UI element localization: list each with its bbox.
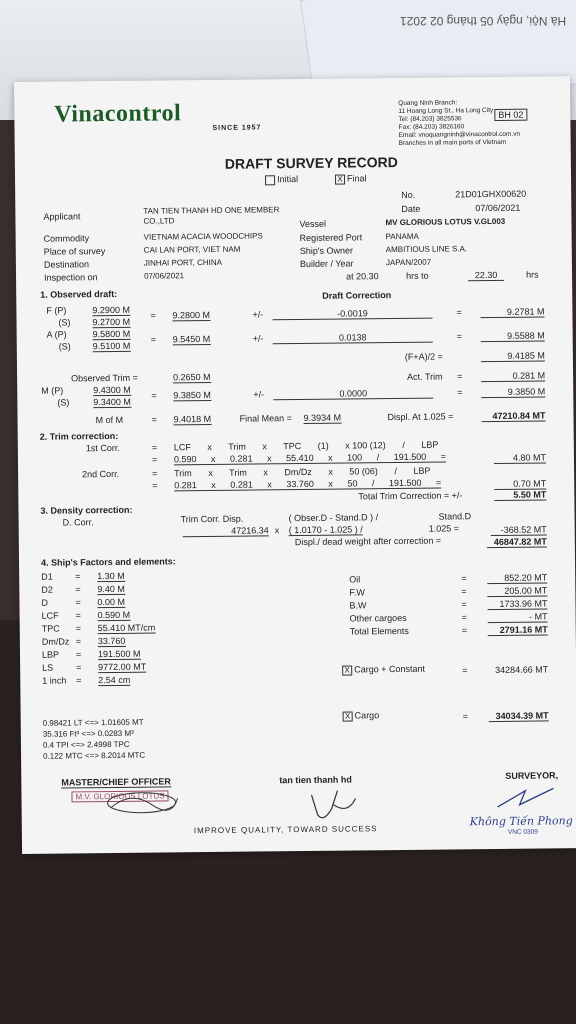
mid-mean: 9.3850 M: [173, 389, 211, 401]
branch-line: 11 Hoang Long St., Ha Long City: [398, 106, 494, 115]
fs-label: (S): [58, 317, 71, 328]
fs-value: 9.2700 M: [92, 316, 131, 328]
standard-density: 1.025: [329, 524, 353, 535]
element-label: F.W: [349, 587, 365, 598]
forward-mean: 9.2800 M: [172, 309, 211, 321]
cargo-checkbox: X: [343, 711, 353, 721]
formula-term: Trim: [228, 441, 246, 452]
factor-value: 9.40 M: [97, 583, 125, 595]
branch-line: Tel: (84.203) 3825536: [398, 115, 462, 123]
factor-value: 1.30 M: [97, 570, 125, 582]
initial-option: [265, 174, 298, 185]
fa2-label: (F+A)/2 =: [404, 351, 443, 362]
initial-label: Initial: [276, 174, 299, 185]
formula-term: LCF: [173, 442, 191, 453]
formula-term: Dm/Dz: [284, 466, 312, 478]
factor-key: LS: [42, 662, 54, 673]
inspection-value: 07/06/2021: [143, 271, 185, 281]
ap-value: 9.5800 M: [92, 328, 131, 340]
factor-value: 0.00 M: [97, 596, 126, 608]
formula-value: 191.500: [388, 477, 422, 489]
formula-term: x: [207, 441, 212, 452]
as-label: (S): [58, 341, 71, 352]
formula-value: 33.760: [286, 478, 314, 490]
equals: =: [462, 711, 468, 722]
formula-term: x: [328, 466, 333, 477]
factor-value: 55.410 MT/cm: [97, 622, 156, 634]
equals: =: [457, 371, 463, 382]
ship-stamp: M.V. GLORIOUS LOTUS: [71, 790, 168, 802]
as-value: 9.5100 M: [92, 340, 131, 352]
equals: =: [151, 454, 158, 465]
master-officer-label: MASTER/CHIEF OFFICER: [61, 776, 171, 788]
formula-term: x: [262, 441, 267, 452]
equals: =: [150, 310, 156, 321]
formula-term: /: [402, 439, 405, 450]
equals: =: [75, 571, 81, 582]
act-trim-label: Act. Trim: [407, 371, 443, 382]
mom-value: 9.4018 M: [173, 413, 212, 425]
equals: =: [151, 390, 157, 401]
equals: =: [461, 573, 467, 584]
formula-value: 0.281: [174, 480, 197, 491]
ship-factors-title: 4. Ship's Factors and elements:: [40, 556, 176, 568]
element-value: 2791.16 MT: [488, 624, 548, 636]
forward-result: 9.2781 M: [480, 306, 544, 318]
formula-term: Trim: [229, 467, 247, 478]
factor-key: 1 inch: [42, 675, 67, 686]
observed-trim-label: Observed Trim =: [71, 372, 138, 384]
commodity-value: VIETNAM ACACIA WOODCHIPS: [143, 231, 263, 242]
factor-key: LBP: [41, 649, 60, 660]
equals: =: [75, 623, 82, 634]
formula-term: x: [208, 467, 213, 478]
density-correction-title: 3. Density correction:: [40, 504, 133, 516]
port-value: PANAMA: [385, 231, 419, 242]
mp-value: 9.4300 M: [93, 384, 131, 396]
middle-signatory: tan tien thanh hd: [279, 774, 352, 786]
fp-label: F (P): [46, 305, 67, 316]
equals: =: [456, 307, 462, 318]
surveyor-name: Không Tiến Phong: [469, 814, 573, 829]
element-label: Oil: [349, 574, 361, 585]
formula-value: x: [328, 452, 333, 463]
formula-value: x: [328, 478, 333, 489]
element-label: Other cargoes: [349, 612, 407, 624]
formula-value: =: [435, 477, 442, 488]
final-mean-label: Final Mean =: [239, 413, 292, 424]
factor-key: LCF: [41, 610, 59, 621]
hrs-label: hrs: [525, 269, 539, 280]
place-label: Place of survey: [43, 246, 106, 257]
displ-label: Displ. At 1.025 =: [387, 411, 454, 423]
factor-value: 9772.00 MT: [98, 661, 147, 673]
cargo-value: 34034.39 MT: [489, 710, 549, 722]
equals: =: [76, 662, 82, 673]
after-correction-label: Displ./ dead weight after correction =: [294, 535, 442, 548]
corr1-values: [174, 451, 446, 465]
first-corr-label: 1st Corr.: [85, 442, 120, 454]
act-trim-value: 0.281 M: [481, 370, 545, 382]
mid-result: 9.3850 M: [481, 386, 545, 398]
observed-trim-value: 0.2650 M: [173, 371, 211, 383]
builder-value: JAPAN/2007: [385, 257, 432, 268]
standard-density-label: Stand.D: [438, 511, 472, 522]
formula-value: x: [267, 453, 272, 464]
density-formula-label: ( Obser.D - Stand.D ) /: [288, 512, 379, 524]
inspection-label: Inspection on: [43, 272, 98, 283]
formula-value: /: [371, 478, 375, 489]
officer-signature: [101, 788, 181, 817]
density-correction-value: -368.52 MT: [491, 524, 547, 536]
since-label: SINCE 1957: [212, 124, 262, 132]
multiply-sign: x: [274, 525, 280, 536]
equals: =: [152, 468, 158, 479]
element-label: Total Elements: [349, 625, 409, 637]
cargo-constant-checkbox: X: [342, 665, 352, 675]
initial-checkbox: [265, 175, 275, 185]
date-label: Date: [401, 203, 421, 214]
equals: =: [462, 665, 468, 676]
trim-corr-disp-value: 47216.34: [183, 525, 269, 537]
vessel-label: Vessel: [299, 218, 327, 230]
applicant-value: TAN TIEN THANH HD ONE MEMBER CO.,LTD: [143, 205, 280, 226]
cargo-constant-value: 34284.66 MT: [495, 664, 549, 675]
element-label: B.W: [349, 600, 367, 611]
equals: =: [151, 414, 157, 425]
end-time: 22.30: [468, 270, 504, 281]
branch-info: [398, 99, 520, 148]
equals: =: [461, 586, 467, 597]
formula-term: 50 (06): [349, 466, 378, 477]
after-correction-value: 46847.82 MT: [487, 536, 547, 548]
port-label: Registered Port: [299, 232, 363, 244]
formula-value: 55.410: [286, 452, 314, 464]
formula-term: x: [263, 467, 268, 478]
no-label: No.: [401, 189, 416, 200]
equals: =: [76, 675, 82, 686]
formula-value: 0.281: [230, 479, 253, 490]
corr2-values: [174, 478, 441, 492]
equals: =: [75, 584, 81, 595]
formula-value: 50: [347, 478, 358, 489]
branch-line: Email: vnoquangninh@vinacontrol.com.vn: [398, 130, 521, 139]
conversion-line: 0.122 MTC <=> 8.2014 MTC: [43, 750, 146, 761]
builder-label: Builder / Year: [299, 258, 354, 270]
final-mean-value: 9.3934 M: [303, 412, 342, 423]
factor-value: 191.500 M: [97, 648, 141, 660]
branch-line: Fax: (84.203) 3826160: [398, 123, 465, 131]
standard-density-value: 1.025 =: [428, 523, 460, 534]
final-checkbox: X: [335, 174, 345, 184]
corr1-result: 4.80 MT: [494, 452, 546, 464]
form-number: BH 02: [494, 109, 527, 121]
place-value: CAI LAN PORT, VIET NAM: [143, 244, 241, 255]
corr2-result: 0.70 MT: [494, 478, 546, 490]
commodity-label: Commodity: [43, 233, 90, 244]
conversion-line: 35.316 Ft³ <=> 0.0283 M³: [42, 728, 134, 739]
equals: =: [150, 334, 157, 345]
formula-value: x: [210, 453, 216, 464]
d-corr-label: D. Corr.: [62, 517, 94, 528]
applicant-label: Applicant: [43, 211, 81, 222]
equals: =: [75, 610, 81, 621]
factor-key: D2: [41, 584, 53, 595]
mom-label: M of M: [95, 414, 124, 426]
equals: =: [457, 387, 463, 398]
formula-term: Trim: [174, 468, 192, 479]
trim-correction-title: 2. Trim correction:: [39, 430, 119, 442]
equals: =: [456, 331, 463, 342]
branch-line: Branches in all main ports of Vietnam: [398, 138, 507, 147]
aft-result: 9.5588 M: [481, 330, 545, 342]
factor-value: 33.760: [97, 635, 126, 647]
formula-value: 0.590: [173, 454, 197, 465]
ms-value: 9.3400 M: [93, 396, 131, 408]
aft-mean: 9.5450 M: [172, 333, 211, 345]
forward-correction: -0.0019: [272, 308, 432, 321]
factor-key: Dm/Dz: [41, 636, 70, 647]
aft-correction: 0.0138: [273, 332, 433, 345]
formula-term: TPC (1): [283, 440, 329, 452]
underlying-document-text: Hà Nội, ngày 05 tháng 02 2021: [400, 14, 567, 28]
formula-term: LBP: [421, 439, 439, 450]
factor-value: 2.54 cm: [98, 674, 131, 686]
trim-corr-disp-label: Trim Corr. Disp.: [180, 513, 244, 525]
element-value: 1733.96 MT: [487, 598, 547, 610]
surveyor-label: SURVEYOR,: [505, 770, 559, 781]
mp-label: M (P): [41, 385, 64, 396]
draft-correction-title: Draft Correction: [322, 290, 392, 301]
formula-value: 0.281: [229, 453, 253, 464]
factor-key: D: [41, 597, 49, 608]
observed-draft-title: 1. Observed draft:: [40, 288, 118, 300]
vessel-value: MV GLORIOUS LOTUS V.GL003: [385, 216, 506, 228]
factor-value: 0.590 M: [97, 609, 131, 621]
total-trim-value: 5.50 MT: [494, 489, 546, 501]
formula-term: /: [394, 466, 397, 477]
factor-key: TPC: [41, 623, 60, 634]
formula-value: /: [376, 452, 380, 463]
cargo-row: [343, 710, 380, 721]
equals: =: [75, 649, 82, 660]
final-label: Final: [346, 173, 367, 184]
formula-value: 100: [347, 452, 363, 463]
ap-label: A (P): [46, 329, 67, 340]
total-trim-label: Total Trim Correction = +/-: [358, 490, 463, 502]
density-formula-values: ( 1.0170 - 1.025 ) /: [288, 524, 363, 536]
factor-key: D1: [41, 571, 53, 582]
cargo-constant-label: Cargo + Constant: [354, 663, 426, 675]
conversion-line: 0.4 TPI <=> 2.4998 TPC: [42, 739, 130, 750]
destination-value: JINHAI PORT, CHINA: [143, 257, 223, 268]
formula-value: x: [211, 479, 216, 490]
formula-value: 191.500: [393, 451, 427, 463]
cargo-label: Cargo: [354, 710, 380, 721]
corr2-formula: [174, 466, 430, 479]
corr1-formula: [174, 440, 439, 453]
cargo-constant-row: [342, 664, 425, 675]
observed-density: 1.0170: [294, 524, 322, 536]
equals: =: [461, 625, 468, 636]
vinacontrol-logo: Vinacontrol: [54, 100, 182, 128]
displacement-value: 47210.84 MT: [481, 410, 545, 422]
equals: =: [461, 612, 467, 623]
owner-value: AMBITIOUS LINE S.A.: [385, 244, 468, 255]
equals: =: [461, 599, 467, 610]
middle-signature: [303, 784, 363, 825]
branch-line: Quang Ninh Branch:: [398, 99, 458, 107]
unit-conversions: [43, 717, 146, 762]
final-option: [335, 173, 367, 184]
fa2-value: 9.4185 M: [481, 350, 545, 362]
fp-value: 9.2900 M: [92, 304, 130, 316]
plus-minus: +/-: [252, 309, 264, 320]
record-title: DRAFT SURVEY RECORD: [224, 153, 398, 172]
equals: =: [75, 597, 81, 608]
equals: =: [151, 442, 158, 453]
formula-value: x: [267, 479, 272, 490]
element-value: 852.20 MT: [487, 572, 547, 584]
record-number: 21D01GHX00620: [455, 188, 527, 200]
at-time: at 20.30: [346, 271, 379, 282]
hrs-to-label: hrs to: [405, 270, 429, 281]
plus-minus: +/-: [252, 333, 264, 344]
plus-minus: +/-: [253, 389, 265, 400]
surveyor-signature: [491, 782, 561, 813]
slogan: IMPROVE QUALITY, TOWARD SUCCESS: [193, 824, 378, 836]
destination-label: Destination: [43, 259, 89, 270]
equals: =: [152, 480, 158, 491]
formula-term: x 100 (12): [345, 440, 386, 451]
formula-term: LBP: [413, 465, 431, 476]
record-date: 07/06/2021: [475, 202, 521, 214]
element-value: - MT: [488, 611, 548, 623]
formula-value: =: [440, 451, 447, 462]
conversion-line: 0.98421 LT <=> 1.01605 MT: [42, 717, 144, 728]
element-value: 205.00 MT: [487, 585, 547, 597]
draft-survey-sheet: [14, 76, 576, 854]
owner-label: Ship's Owner: [299, 245, 354, 257]
surveyor-code: VNC 0309: [507, 828, 538, 836]
second-corr-label: 2nd Corr.: [82, 468, 120, 480]
mid-correction: 0.0000: [273, 388, 433, 401]
ms-label: (S): [57, 397, 70, 408]
equals: =: [75, 636, 82, 647]
